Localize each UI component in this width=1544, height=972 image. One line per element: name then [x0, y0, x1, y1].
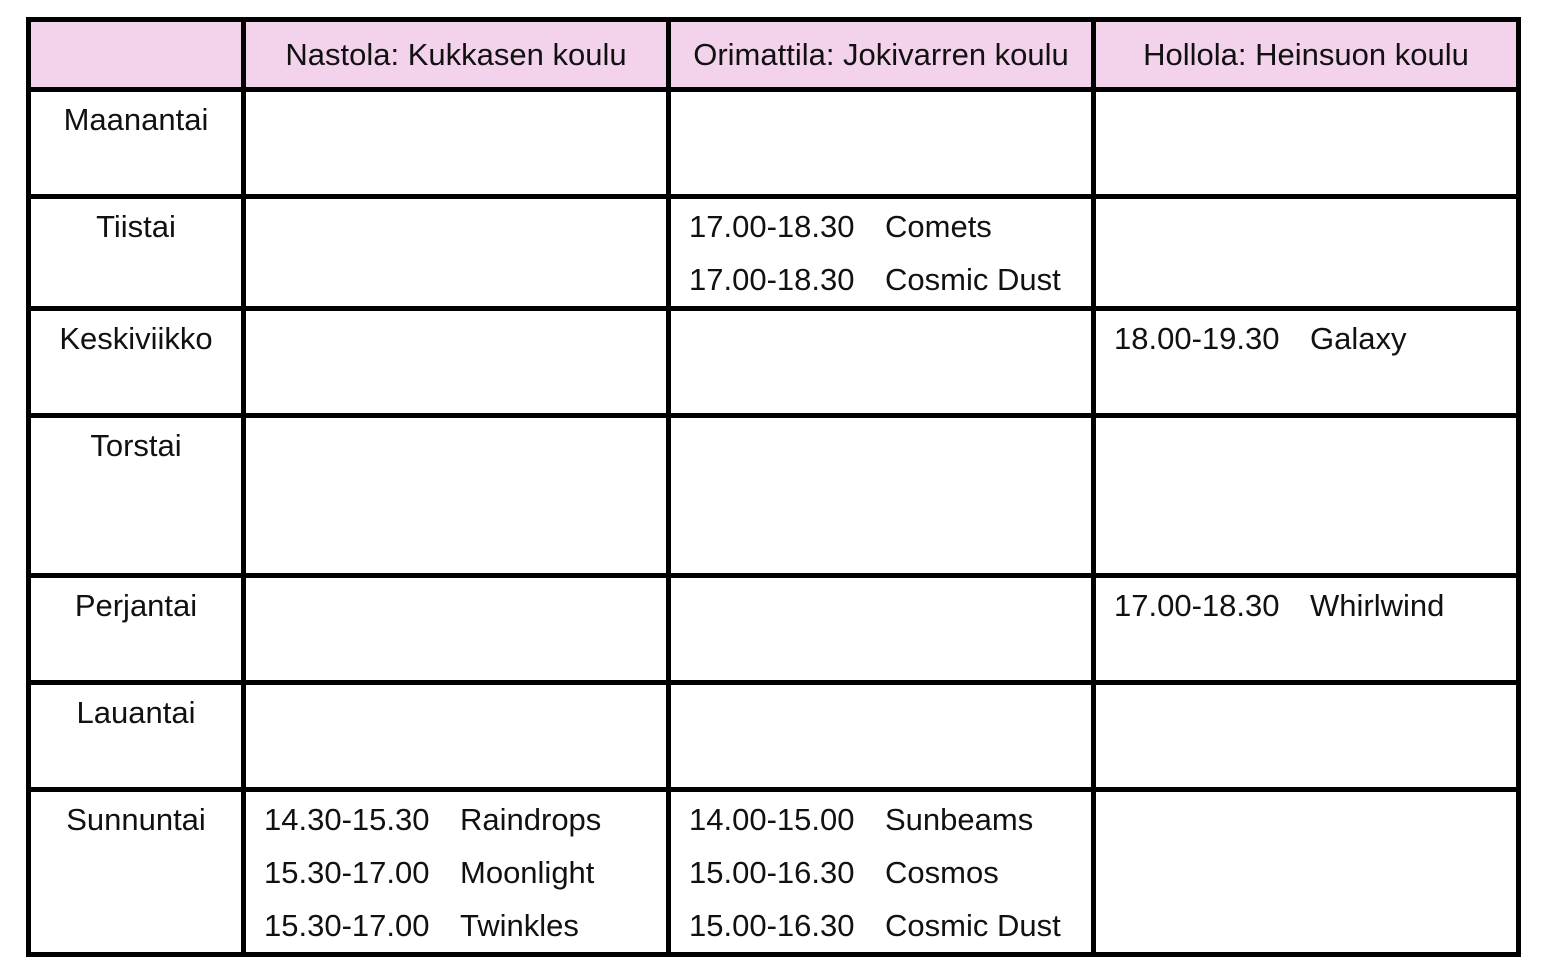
class-slot — [264, 899, 666, 952]
day-row — [29, 197, 1519, 309]
schedule-cell — [244, 683, 669, 790]
day-label: Torstai — [29, 416, 244, 576]
schedule-cell — [669, 309, 1094, 416]
schedule-table — [26, 17, 1521, 957]
slot-time: 15.00-16.30 — [689, 908, 855, 943]
slot-time: 15.30-17.00 — [264, 908, 430, 943]
schedule-cell — [1094, 197, 1519, 309]
schedule-cell — [669, 416, 1094, 576]
schedule-cell — [669, 790, 1094, 955]
day-label: Keskiviikko — [29, 309, 244, 416]
schedule-cell — [1094, 309, 1519, 416]
class-slot — [689, 793, 1091, 846]
slot-group-name: Comets — [885, 209, 992, 244]
schedule-cell — [1094, 90, 1519, 197]
day-label: Lauantai — [29, 683, 244, 790]
slot-group-name: Twinkles — [460, 908, 579, 943]
slot-time: 14.30-15.30 — [264, 802, 430, 837]
schedule-cell — [244, 416, 669, 576]
day-label: Perjantai — [29, 576, 244, 683]
slot-group-name: Whirlwind — [1310, 588, 1445, 623]
schedule-cell — [669, 197, 1094, 309]
schedule-cell — [669, 683, 1094, 790]
class-slot — [689, 200, 1091, 253]
day-row — [29, 576, 1519, 683]
day-row — [29, 90, 1519, 197]
class-slot — [689, 899, 1091, 952]
slot-group-name: Galaxy — [1310, 321, 1407, 356]
slot-group-name: Sunbeams — [885, 802, 1034, 837]
day-row — [29, 416, 1519, 576]
schedule-body — [29, 90, 1519, 955]
slot-time: 17.00-18.30 — [1114, 588, 1280, 623]
class-slot — [1114, 312, 1516, 365]
slot-group-name: Cosmos — [885, 855, 999, 890]
slot-group-name: Cosmic Dust — [885, 908, 1061, 943]
schedule-cell — [244, 90, 669, 197]
schedule-cell — [1094, 683, 1519, 790]
slot-time: 17.00-18.30 — [689, 262, 855, 297]
header-nastola: Nastola: Kukkasen koulu — [244, 20, 669, 90]
class-slot — [1114, 579, 1516, 632]
schedule-cell — [669, 576, 1094, 683]
schedule-cell — [244, 309, 669, 416]
day-row — [29, 790, 1519, 955]
day-label: Sunnuntai — [29, 790, 244, 955]
slot-group-name: Moonlight — [460, 855, 595, 890]
schedule-cell — [244, 576, 669, 683]
slot-time: 14.00-15.00 — [689, 802, 855, 837]
class-slot — [264, 846, 666, 899]
schedule-cell — [244, 197, 669, 309]
schedule-header — [29, 20, 1519, 90]
schedule-cell — [669, 90, 1094, 197]
header-row — [29, 20, 1519, 90]
slot-time: 15.00-16.30 — [689, 855, 855, 890]
header-hollola: Hollola: Heinsuon koulu — [1094, 20, 1519, 90]
header-corner-cell — [29, 20, 244, 90]
schedule-cell — [244, 790, 669, 955]
slot-time: 15.30-17.00 — [264, 855, 430, 890]
schedule-cell — [1094, 416, 1519, 576]
day-row — [29, 683, 1519, 790]
slot-group-name: Raindrops — [460, 802, 602, 837]
day-label: Tiistai — [29, 197, 244, 309]
header-orimattila: Orimattila: Jokivarren koulu — [669, 20, 1094, 90]
day-label: Maanantai — [29, 90, 244, 197]
class-slot — [689, 253, 1091, 306]
class-slot — [689, 846, 1091, 899]
slot-time: 18.00-19.30 — [1114, 321, 1280, 356]
class-slot — [264, 793, 666, 846]
schedule-cell — [1094, 790, 1519, 955]
slot-time: 17.00-18.30 — [689, 209, 855, 244]
day-row — [29, 309, 1519, 416]
slot-group-name: Cosmic Dust — [885, 262, 1061, 297]
schedule-cell — [1094, 576, 1519, 683]
